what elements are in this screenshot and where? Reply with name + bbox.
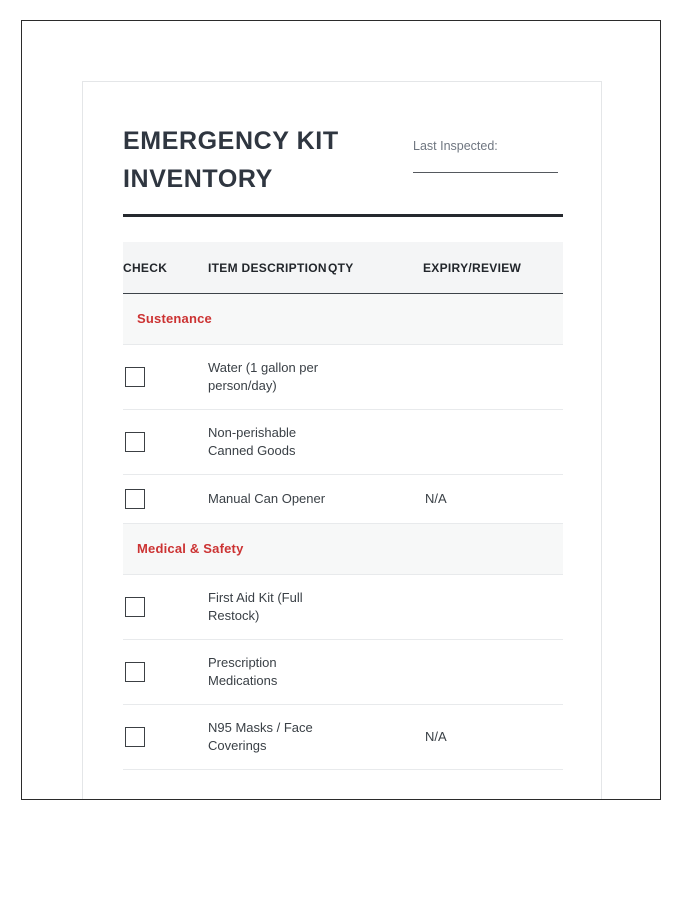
inventory-table-body <box>123 294 563 770</box>
inventory-table <box>123 242 563 770</box>
item-qty-cell[interactable] <box>328 345 423 410</box>
table-row <box>123 475 563 524</box>
section-header-row <box>123 294 563 345</box>
last-inspected-write-line[interactable] <box>413 172 558 173</box>
item-expiry-value <box>423 434 425 449</box>
item-qty-cell[interactable] <box>328 640 423 705</box>
item-qty-cell[interactable] <box>328 705 423 770</box>
item-check-cell <box>123 575 208 640</box>
item-expiry-cell[interactable] <box>423 345 563 410</box>
page-title: EMERGENCY KIT INVENTORY <box>123 127 339 193</box>
item-expiry-cell[interactable] <box>423 410 563 475</box>
item-expiry-cell[interactable] <box>423 705 563 770</box>
column-header-expiry-review: EXPIRY/REVIEW <box>423 242 563 294</box>
item-description-cell <box>208 345 328 410</box>
item-expiry-cell[interactable] <box>423 575 563 640</box>
column-header-qty: QTY <box>328 242 423 294</box>
inventory-table-head <box>123 242 563 294</box>
item-checkbox[interactable] <box>125 489 145 509</box>
item-description-cell <box>208 410 328 475</box>
item-description: N95 Masks / Face Coverings <box>208 720 313 753</box>
item-description: Water (1 gallon per person/day) <box>208 360 319 393</box>
item-expiry-cell[interactable] <box>423 475 563 524</box>
document-content <box>123 122 563 770</box>
item-description-cell <box>208 475 328 524</box>
item-check-cell <box>123 345 208 410</box>
item-checkbox[interactable] <box>125 367 145 387</box>
table-row <box>123 410 563 475</box>
item-description-cell <box>208 640 328 705</box>
section-header-cell <box>123 294 563 345</box>
item-check-cell <box>123 705 208 770</box>
item-description: Prescription Medications <box>208 655 278 688</box>
item-checkbox[interactable] <box>125 432 145 452</box>
table-row <box>123 575 563 640</box>
item-description: Manual Can Opener <box>208 491 326 506</box>
last-inspected-field <box>413 138 563 173</box>
last-inspected-label: Last Inspected: <box>413 139 498 153</box>
item-checkbox[interactable] <box>125 597 145 617</box>
item-expiry-value: N/A <box>425 729 447 744</box>
item-expiry-cell[interactable] <box>423 640 563 705</box>
item-description: First Aid Kit (Full Restock) <box>208 590 303 623</box>
item-qty-cell[interactable] <box>328 410 423 475</box>
table-header-row <box>123 242 563 294</box>
section-label: Medical & Safety <box>137 541 244 556</box>
item-expiry-value: N/A <box>425 491 447 506</box>
document-card <box>82 81 602 800</box>
item-check-cell <box>123 475 208 524</box>
section-header-cell <box>123 524 563 575</box>
item-description: Non-perishable Canned Goods <box>208 425 297 458</box>
document-header <box>123 122 563 198</box>
item-expiry-value <box>423 369 425 384</box>
item-description-cell <box>208 575 328 640</box>
item-qty-cell[interactable] <box>328 475 423 524</box>
item-checkbox[interactable] <box>125 727 145 747</box>
printed-page-frame <box>21 20 661 800</box>
item-check-cell <box>123 640 208 705</box>
table-row <box>123 640 563 705</box>
section-label: Sustenance <box>137 311 212 326</box>
table-row <box>123 345 563 410</box>
column-header-check: CHECK <box>123 242 208 294</box>
table-row <box>123 705 563 770</box>
item-checkbox[interactable] <box>125 662 145 682</box>
item-qty-cell[interactable] <box>328 575 423 640</box>
title-divider <box>123 214 563 217</box>
item-expiry-value <box>423 599 425 614</box>
item-expiry-value <box>423 664 425 679</box>
section-header-row <box>123 524 563 575</box>
item-description-cell <box>208 705 328 770</box>
column-header-item-description: ITEM DESCRIPTION <box>208 242 328 294</box>
item-check-cell <box>123 410 208 475</box>
